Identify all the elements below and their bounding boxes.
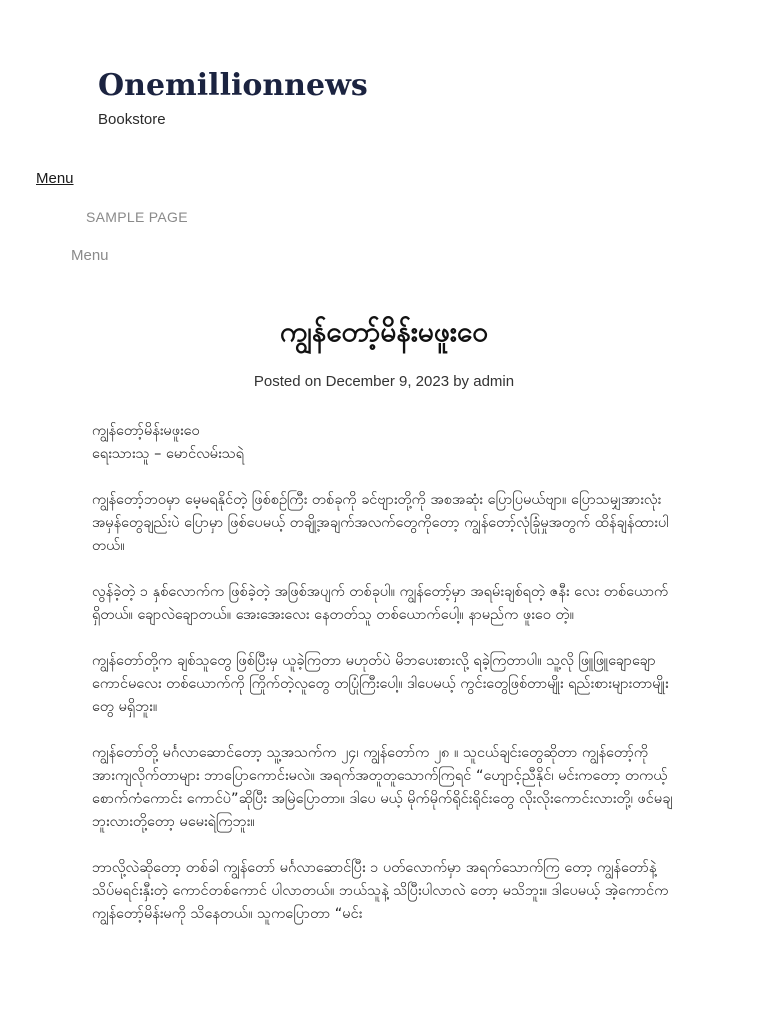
post-paragraph: ကျွန်တော်တို့ မင်္ဂလာဆောင်တော့ သူ့အသက်က ၂၄၊ ကျွန်တော်က ၂၈ ။ သူငယ်ချင်းတွေဆိုတာ ကျွန်တော့်ကို အားကျလိုက်တာများ ဘာပြောကောင်းမလဲ။ အရက်အတူတူသောက်ကြရင် “ဟျောင့်ညီနိုင်၊ မင်းကတော့ တကယ့် စောက်ကံကောင်း ကောင်ပဲ”ဆိုပြီး အမြဲပြောတာ။ ဒါပေ မယ့် မိုက်မိုက်ရိုင်းရိုင်းတွေ လိုးလိုးကောင်းလားတို့၊ ဖင်မချဘူးလားတို့တော့ မမေးရဲကြဘူး။	[92, 745, 673, 830]
menu-toggle-button[interactable]: Menu	[36, 170, 74, 187]
by-label: by	[453, 373, 470, 390]
site-title[interactable]: Onemillionnews	[98, 68, 368, 103]
post-paragraph: ဘာလို့လဲဆိုတော့ တစ်ခါ ကျွန်တော် မင်္ဂလာဆောင်ပြီး ၁ ပတ်လောက်မှာ အရက်သောက်ကြ တော့ ကျွန်တော်နဲ့ သိပ်မရင်းနှီးတဲ့ ကောင်တစ်ကောင် ပါလာတယ်။ ဘယ်သူနဲ့ သိပြီးပါလာလဲ တော့ မသိဘူး။ ဒါပေမယ့် အဲ့ကောင်က ကျွန်တော့်မိန်းမကို သိနေတယ်။ သူကပြောတာ “မင်း	[92, 860, 669, 922]
post-paragraph: လွန်ခဲ့တဲ့ ၁ နှစ်လောက်က ဖြစ်ခဲ့တဲ့ အဖြစ်အပျက် တစ်ခုပါ။ ကျွန်တော့်မှာ အရမ်းချစ်ရတဲ့ ဇနီး လေး တစ်ယောက် ရှိတယ်။ ချောလဲချောတယ်။ အေးအေးလေး နေတတ်သူ တစ်ယောက်ပေါ့။ နာမည်က ဖူးဝေ တဲ့။	[92, 584, 669, 623]
nav-item-sample-page[interactable]: SAMPLE PAGE	[86, 209, 188, 225]
post-paragraph: ကျွန်တော့်ဘဝမှာ မေ့မရနိုင်တဲ့ ဖြစ်စဉ်ကြီး တစ်ခုကို ခင်ဗျားတို့ကို အစအဆုံး ပြောပြမယ်ဗျာ။ ပြောသမျှအားလုံး အမှန်တွေချည်းပဲ ပြောမှာ ဖြစ်ပေမယ့် တချို့အချက်အလက်တွေကိုတော့ ကျွန်တော့်လုံခြုံမှုအတွက် ထိန်ချန်ထားပါတယ်။	[92, 492, 669, 554]
post-author-link[interactable]: admin	[473, 373, 515, 390]
post-paragraph: ကျွန်တော်တို့က ချစ်သူတွေ ဖြစ်ပြီးမှ ယူခဲ့ကြတာ မဟုတ်ပဲ မိဘပေးစားလို့ ရခဲ့ကြတာပါ။ သူ့လို ဖြူဖြူချောချော ကောင်မလေး တစ်ယောက်ကို ကြိုက်တဲ့လူတွေ တပြုံကြီးပေါ့။ ဒါပေမယ့် ကွင်းတွေဖြစ်တာမျိုး ရည်းစားများတာမျိုးတွေ မရှိဘူး။	[92, 653, 669, 715]
posted-on-label: Posted on	[253, 373, 322, 390]
post-content	[92, 420, 678, 949]
post-title: ကျွန်တော့်မိန်းမဖူးဝေ	[280, 315, 488, 348]
post-meta	[0, 372, 768, 392]
nav-item-menu[interactable]: Menu	[71, 247, 109, 264]
site-description: Bookstore	[98, 111, 166, 128]
post-date-link[interactable]: December 9, 2023	[325, 373, 450, 390]
post-paragraph-intro: ကျွန်တော့်မိန်းမဖူးဝေ ရေးသားသူ – မောင်လမ်းသရဲ	[92, 423, 245, 462]
